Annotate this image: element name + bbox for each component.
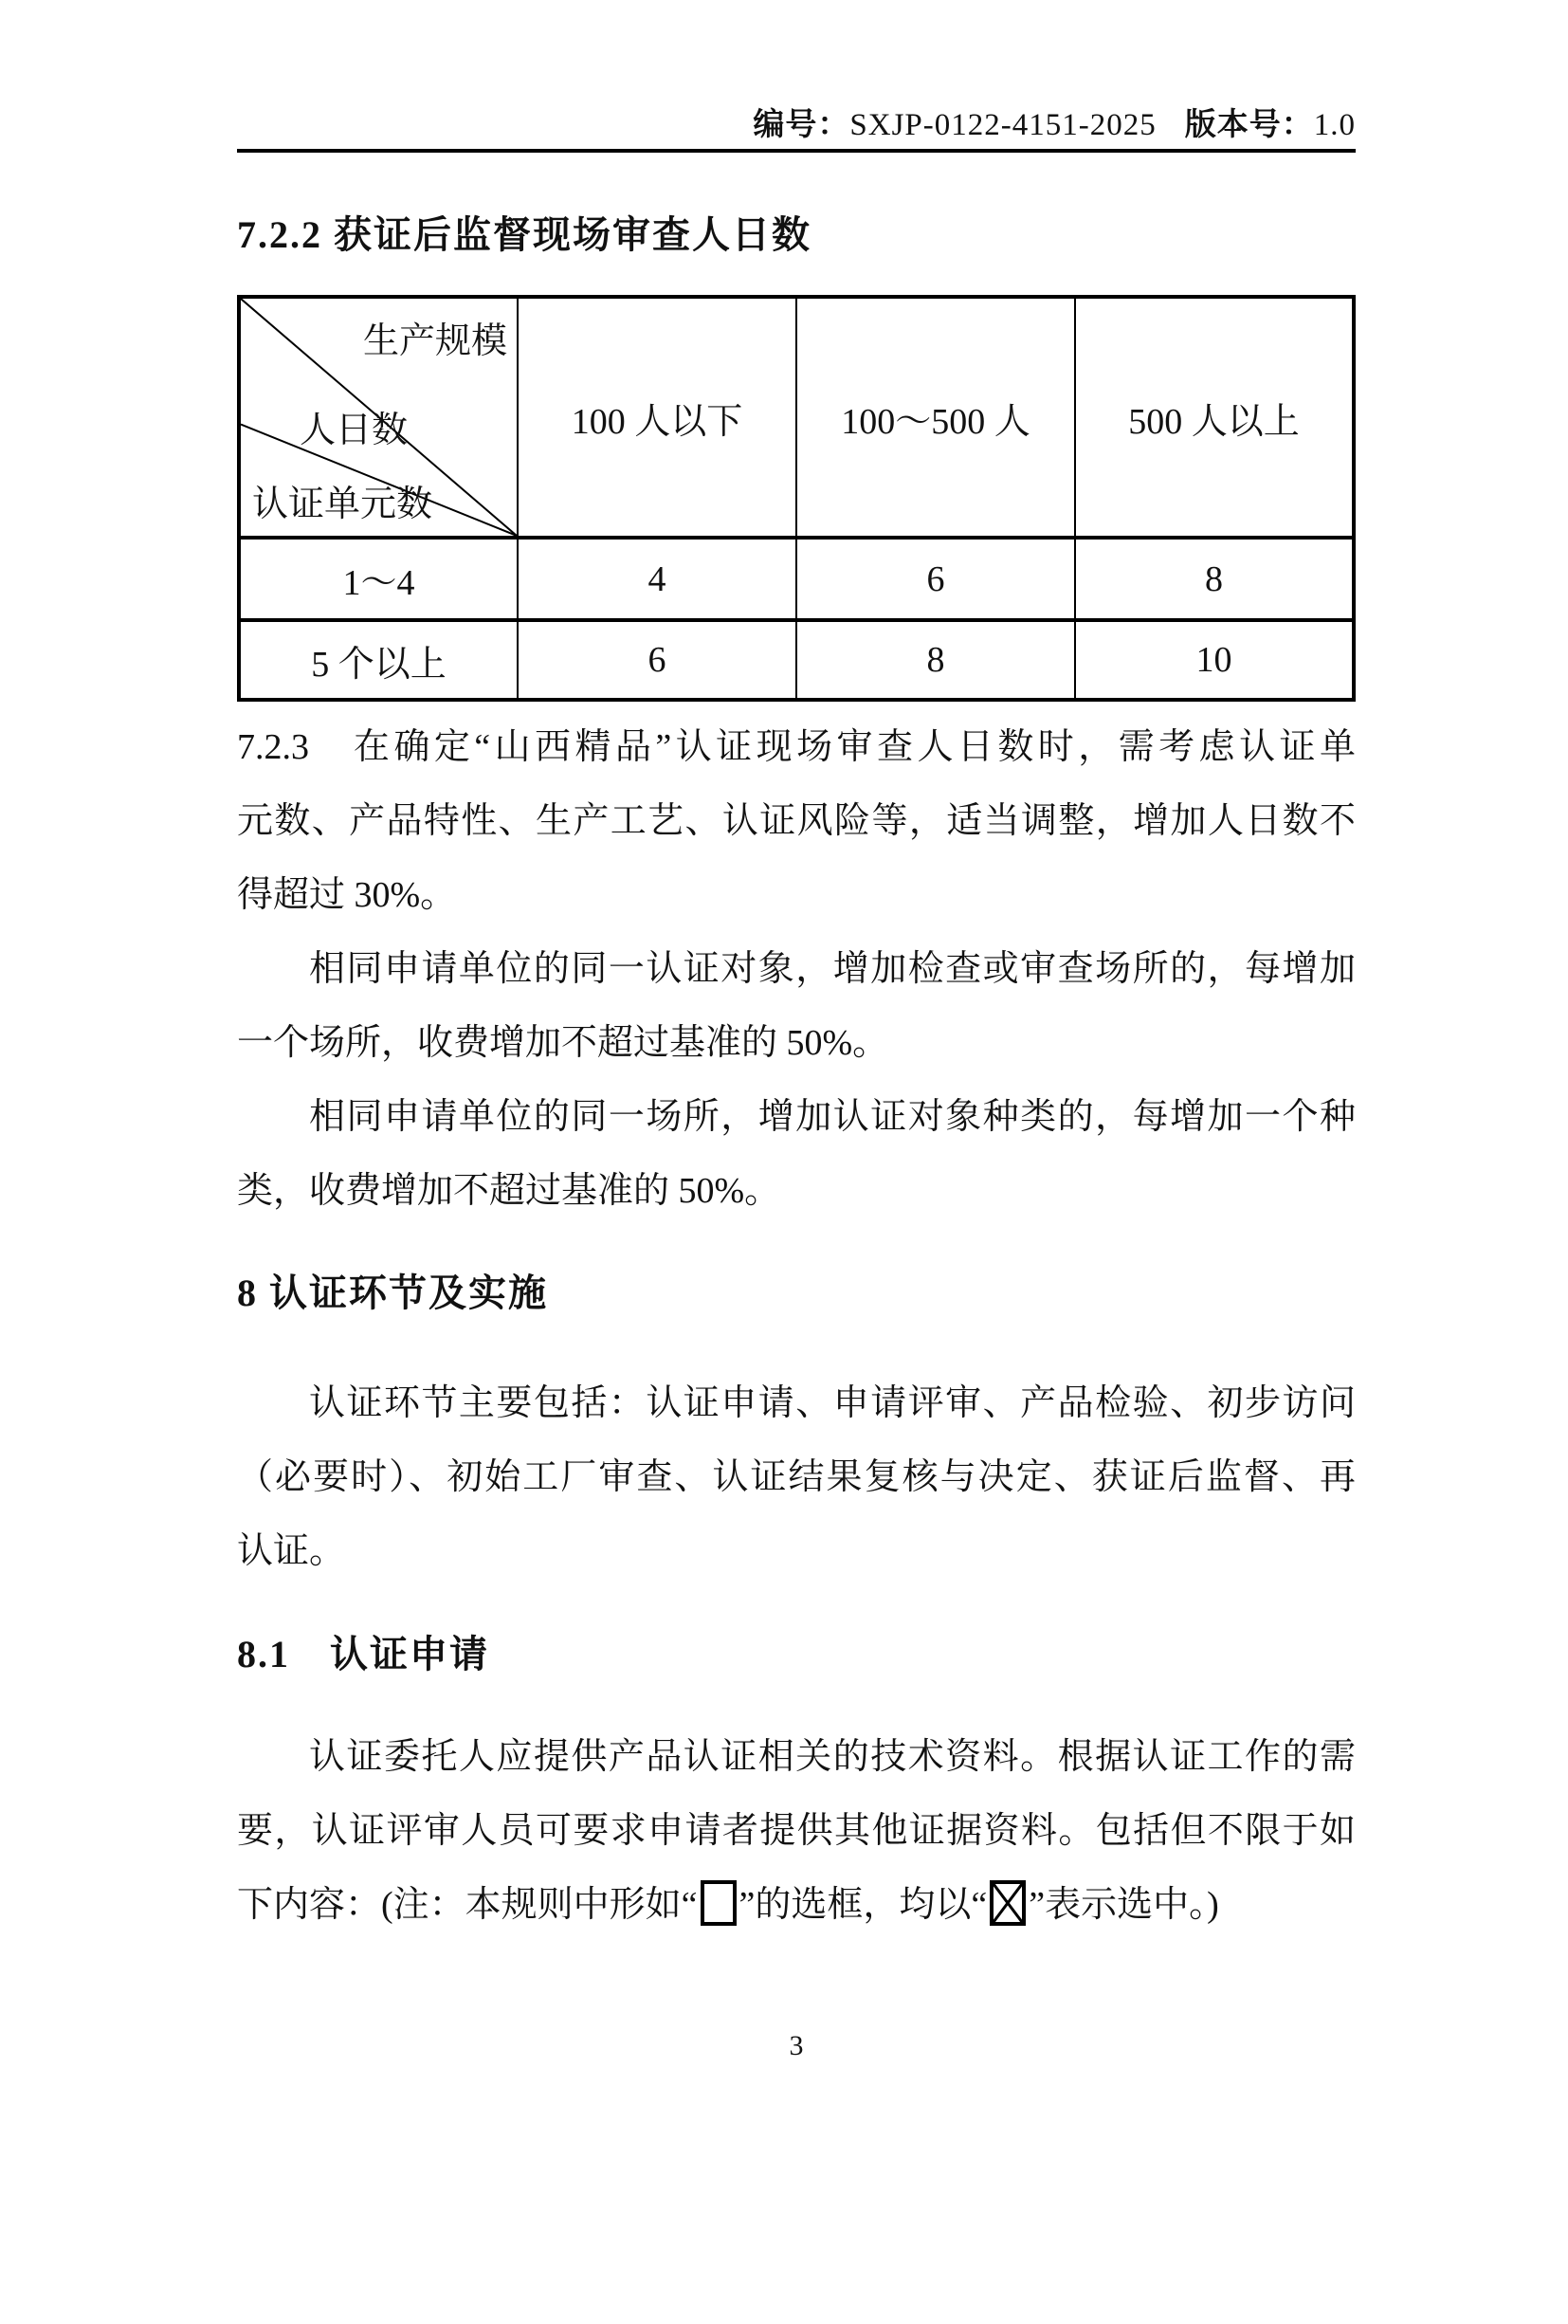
table-header-row	[239, 297, 1354, 538]
unchecked-checkbox-icon	[701, 1880, 737, 1926]
col-header-over-500: 500 人以上	[1075, 297, 1354, 538]
paragraph-cert-application	[237, 1720, 1356, 1942]
paragraph-additional-type	[237, 1080, 1356, 1228]
corner-label-production-scale: 生产规模	[362, 321, 507, 361]
paragraph-additional-site	[237, 932, 1356, 1080]
section-heading-81: 8.1 认证申请	[237, 1633, 489, 1675]
corner-label-person-days: 人日数	[300, 411, 409, 450]
text-line-with-checkboxes	[237, 1868, 1356, 1942]
text-line: 要，认证评审人员可要求申请者提供其他证据资料。包括但不限于如	[237, 1811, 1356, 1851]
section-heading-722: 7.2.2 获证后监督现场审查人日数	[237, 213, 811, 256]
section-heading-8: 8 认证环节及实施	[237, 1272, 548, 1314]
text-line: 类，收费增加不超过基准的 50%。	[237, 1171, 781, 1211]
text-line: 相同申请单位的同一认证对象，增加检查或审查场所的，每增加	[309, 949, 1356, 989]
text-line: 认证。	[237, 1531, 346, 1571]
cell-value: 8	[1075, 538, 1354, 620]
note-text-after: ”表示选中。)	[1029, 1885, 1219, 1925]
audit-days-table	[237, 295, 1356, 702]
row-label: 5 个以上	[239, 620, 518, 700]
note-text-between: ”的选框，均以“	[738, 1885, 988, 1925]
cell-value: 6	[518, 620, 796, 700]
page-number: 3	[789, 2030, 804, 2061]
checked-checkbox-icon	[990, 1880, 1026, 1926]
note-text-before: 下内容：(注：本规则中形如“	[237, 1885, 698, 1925]
text-line: 得超过 30%。	[237, 875, 457, 915]
table-corner-cell	[239, 297, 518, 538]
table-row	[239, 538, 1354, 620]
paragraph-cert-process	[237, 1366, 1356, 1588]
doc-number-value: SXJP-0122-4151-2025	[849, 108, 1157, 142]
text-line: 认证环节主要包括：认证申请、申请评审、产品检验、初步访问	[309, 1383, 1356, 1423]
corner-label-cert-units: 认证单元数	[252, 485, 433, 524]
cell-value: 6	[796, 538, 1075, 620]
text-line: 一个场所，收费增加不超过基准的 50%。	[237, 1023, 889, 1063]
page-content	[237, 106, 1356, 2060]
col-header-100-500: 100～500 人	[796, 297, 1075, 538]
table-row	[239, 620, 1354, 700]
col-header-under-100: 100 人以下	[518, 297, 796, 538]
cell-value: 10	[1075, 620, 1354, 700]
version-value: 1.0	[1313, 108, 1356, 142]
text-line: 认证委托人应提供产品认证相关的技术资料。根据认证工作的需	[309, 1737, 1356, 1777]
document-page	[0, 106, 1568, 2324]
text-line: 7.2.3 在确定“山西精品”认证现场审查人日数时，需考虑认证单	[237, 727, 1356, 767]
text-line: 元数、产品特性、生产工艺、认证风险等，适当调整，增加人日数不	[237, 801, 1356, 841]
version-label: 版本号：	[1184, 108, 1314, 142]
cell-value: 4	[518, 538, 796, 620]
text-line: （必要时）、初始工厂审查、认证结果复核与决定、获证后监督、再	[237, 1457, 1356, 1497]
cell-value: 8	[796, 620, 1075, 700]
doc-header	[237, 106, 1356, 144]
header-rule	[237, 149, 1356, 153]
paragraph-723	[237, 710, 1356, 932]
text-line: 相同申请单位的同一场所，增加认证对象种类的，每增加一个种	[309, 1097, 1356, 1137]
doc-number-label: 编号：	[753, 108, 850, 142]
row-label: 1～4	[239, 538, 518, 620]
